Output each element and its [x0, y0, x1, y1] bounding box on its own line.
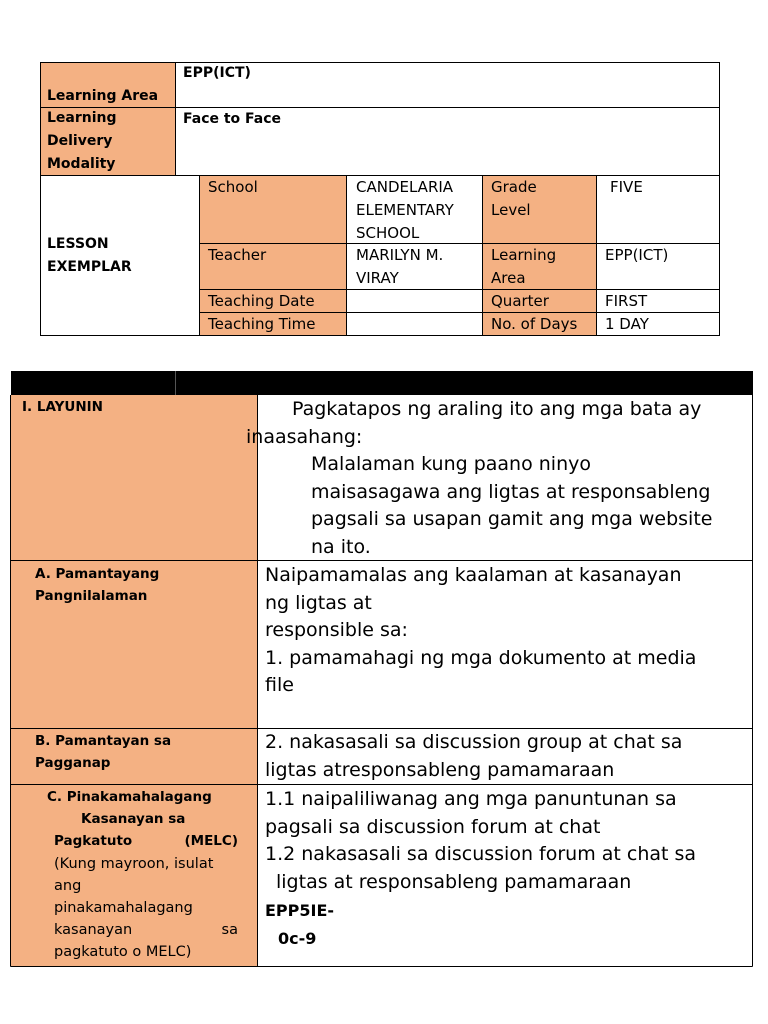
days-value: 1 DAY: [605, 315, 649, 333]
quarter-label: Quarter: [491, 292, 549, 310]
teaching-date-label: Teaching Date: [208, 292, 315, 310]
delivery-label: Learning Delivery Modality: [47, 110, 117, 172]
melc-label-line-3: Pagkatuto (MELC): [54, 833, 238, 849]
learning-area-2-value: EPP(ICT): [605, 246, 669, 264]
layunin-intro-line-2: inaasahang:: [246, 425, 363, 448]
pamantayang-pangnilalaman-label: A. Pamantayang Pangnilalaman: [35, 566, 160, 604]
pamantayan-sa-pagganap-text: 2. nakasasali sa discussion group at chat sa ligtas atresponsableng pamamaraan: [265, 731, 683, 781]
learning-area-label: Learning Area: [47, 88, 159, 104]
learning-area-2-label: Learning Area: [491, 246, 557, 287]
melc-label-line-1: C. Pinakamahalagang: [47, 789, 212, 805]
quarter-value: FIRST: [605, 292, 648, 310]
learning-area-value: EPP(ICT): [183, 65, 251, 81]
layunin-label: I. LAYUNIN: [22, 399, 103, 415]
pamantayan-sa-pagganap-label: B. Pamantayan sa Pagganap: [35, 733, 172, 771]
melc-competency-2-cont: ligtas at responsableng pamamaraan: [276, 870, 632, 893]
pamantayang-pangnilalaman-text: Naipamamalas ang kaalaman at kasanayan ng ligtas at responsible sa: 1. pamamahagi ng mga dokumento at media file: [265, 564, 697, 696]
teacher-value: MARILYN M. VIRAY: [356, 246, 444, 287]
delivery-value: Face to Face: [183, 111, 282, 127]
days-label: No. of Days: [491, 315, 578, 333]
melc-competency-1: 1.1 naipaliliwanag ang mga panuntunan sa pagsali sa discussion forum at chat 1.2 nakasasali sa discussion forum at chat sa: [265, 788, 697, 865]
layunin-objective: Malalaman kung paano ninyo maisasagawa ang ligtas at responsableng pagsali sa usapan gamit ang mga website na ito.: [311, 453, 713, 558]
melc-label-line-2: Kasanayan sa: [81, 811, 186, 827]
melc-code-line-1: EPP5IE-: [265, 901, 335, 920]
grade-value: FIVE: [610, 178, 643, 196]
teaching-time-label: Teaching Time: [208, 315, 316, 333]
grade-label: Grade Level: [491, 178, 537, 219]
teacher-label: Teacher: [208, 246, 267, 264]
melc-note: (Kung mayroon, isulat ang pinakamahalagang kasanayan sa pagkatuto o MELC): [54, 856, 238, 960]
school-label: School: [208, 178, 258, 196]
layunin-intro-line-1: Pagkatapos ng araling ito ang mga bata ay: [292, 398, 702, 420]
school-value: CANDELARIA ELEMENTARY SCHOOL: [356, 178, 454, 242]
melc-code-line-2: 0c-9: [278, 929, 317, 948]
lesson-exemplar-label: LESSON EXEMPLAR: [47, 236, 132, 275]
